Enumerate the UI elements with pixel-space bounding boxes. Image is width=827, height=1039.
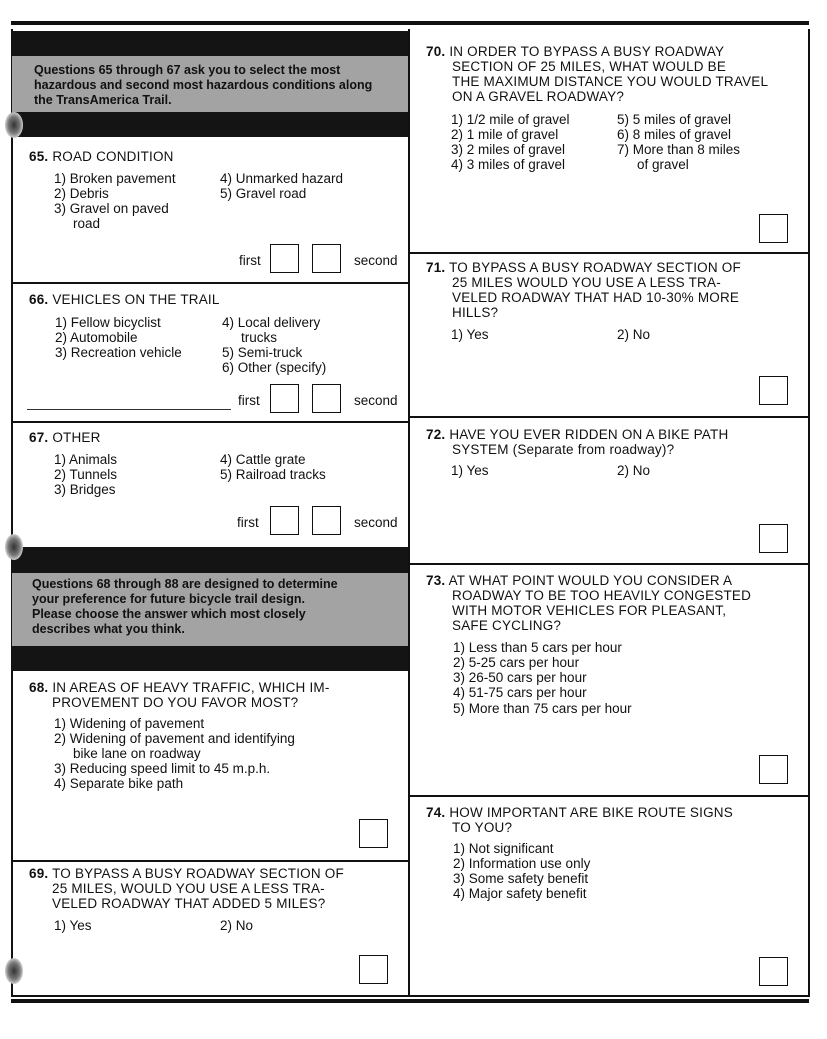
q70-title-line-2: SECTION OF 25 MILES, WHAT WOULD BE — [452, 59, 727, 74]
q65-title-text: ROAD CONDITION — [52, 149, 174, 164]
q70-title-line-3: THE MAXIMUM DISTANCE YOU WOULD TRAVEL — [452, 74, 769, 89]
q66-number: 66. — [29, 292, 49, 307]
q67-option-3: 3) Bridges — [54, 482, 116, 497]
q68-answer-box[interactable] — [359, 819, 388, 848]
q72-title — [426, 427, 728, 442]
divider-70-71 — [408, 252, 809, 254]
q65-option-4: 4) Unmarked hazard — [220, 171, 344, 186]
q66-title-text: VEHICLES ON THE TRAIL — [52, 292, 220, 307]
q65-option-5: 5) Gravel road — [220, 186, 307, 201]
q69-option-2: 2) No — [220, 918, 254, 933]
q67-option-1: 1) Animals — [54, 452, 118, 467]
q73-option-3: 3) 26-50 cars per hour — [453, 670, 587, 685]
q70-title — [426, 44, 724, 59]
q72-number: 72. — [426, 427, 446, 442]
q66-option-6: 6) Other (specify) — [222, 360, 327, 375]
black-band-bottom-2 — [12, 646, 408, 671]
q73-option-1: 1) Less than 5 cars per hour — [453, 640, 622, 655]
q73-option-2: 2) 5-25 cars per hour — [453, 655, 580, 670]
left-border — [11, 29, 13, 997]
center-divider — [408, 29, 410, 997]
q74-option-3: 3) Some safety benefit — [453, 871, 589, 886]
q68-option-2-cont: bike lane on roadway — [73, 746, 201, 761]
q74-answer-box[interactable] — [759, 957, 788, 986]
q73-option-4: 4) 51-75 cars per hour — [453, 685, 587, 700]
q69-number: 69. — [29, 866, 49, 881]
intro-box-68-88 — [12, 573, 408, 646]
q73-answer-box[interactable] — [759, 755, 788, 784]
q73-number: 73. — [426, 573, 446, 588]
q65-first-label: first — [239, 253, 261, 268]
q66-option-4-cont: trucks — [241, 330, 278, 345]
q71-answer-box[interactable] — [759, 376, 788, 405]
q71-option-1: 1) Yes — [451, 327, 489, 342]
divider-72-73 — [408, 563, 809, 565]
q67-option-5: 5) Railroad tracks — [220, 467, 326, 482]
q71-title-line-2: 25 MILES WOULD YOU USE A LESS TRA- — [452, 275, 721, 290]
right-bottom-line — [408, 995, 809, 997]
q70-option-1: 1) 1/2 mile of gravel — [451, 112, 570, 127]
q71-title-line-3: VELED ROADWAY THAT HAD 10-30% MORE — [452, 290, 740, 305]
q70-option-3: 3) 2 miles of gravel — [451, 142, 566, 157]
q68-title — [29, 680, 330, 695]
q67-option-4: 4) Cattle grate — [220, 452, 306, 467]
q69-title-line-3: VELED ROADWAY THAT ADDED 5 MILES? — [52, 896, 326, 911]
q74-option-4: 4) Major safety benefit — [453, 886, 587, 901]
q71-title-line-4: HILLS? — [452, 305, 499, 320]
q68-option-2: 2) Widening of pavement and identifying — [54, 731, 295, 746]
left-bottom-line — [11, 995, 409, 997]
q69-title-line-1: TO BYPASS A BUSY ROADWAY SECTION OF — [52, 866, 344, 881]
q66-option-1: 1) Fellow bicyclist — [55, 315, 161, 330]
q69-title — [29, 866, 344, 881]
q66-specify-line[interactable] — [27, 409, 231, 410]
black-band-top-1 — [12, 31, 408, 56]
q67-first-label: first — [237, 515, 259, 530]
q70-title-line-1: IN ORDER TO BYPASS A BUSY ROADWAY — [449, 44, 725, 59]
q65-first-box[interactable] — [270, 244, 299, 273]
intro-text-68-88: Questions 68 through 88 are designed to determine your preference for future bicycle trail design. Please choose the answer which most closely describes what you think. — [32, 577, 338, 636]
q66-option-4: 4) Local delivery — [222, 315, 321, 330]
q69-option-1: 1) Yes — [54, 918, 92, 933]
q66-option-5: 5) Semi-truck — [222, 345, 303, 360]
divider-65-66 — [11, 282, 409, 284]
q67-option-2: 2) Tunnels — [54, 467, 118, 482]
q67-second-label: second — [354, 515, 398, 530]
q72-title-line-2: SYSTEM (Separate from roadway)? — [452, 442, 675, 457]
q65-option-1: 1) Broken pavement — [54, 171, 176, 186]
q73-title-line-3: WITH MOTOR VEHICLES FOR PLEASANT, — [452, 603, 727, 618]
q68-option-3: 3) Reducing speed limit to 45 m.p.h. — [54, 761, 271, 776]
q67-title — [29, 430, 101, 445]
q66-second-box[interactable] — [312, 384, 341, 413]
q66-option-3: 3) Recreation vehicle — [55, 345, 182, 360]
q67-first-box[interactable] — [270, 506, 299, 535]
q70-option-7: 7) More than 8 miles — [617, 142, 741, 157]
q65-option-3: 3) Gravel on paved — [54, 201, 169, 216]
q74-number: 74. — [426, 805, 446, 820]
q65-option-3-cont: road — [73, 216, 101, 231]
q66-second-label: second — [354, 393, 398, 408]
q68-option-1: 1) Widening of pavement — [54, 716, 205, 731]
q74-title — [426, 805, 733, 820]
q71-option-2: 2) No — [617, 327, 651, 342]
q73-title-line-4: SAFE CYCLING? — [452, 618, 562, 633]
q65-second-box[interactable] — [312, 244, 341, 273]
q74-title-line-2: TO YOU? — [452, 820, 513, 835]
q72-option-2: 2) No — [617, 463, 651, 478]
q66-first-box[interactable] — [270, 384, 299, 413]
q73-title — [426, 573, 732, 588]
q67-second-box[interactable] — [312, 506, 341, 535]
right-border — [808, 29, 810, 997]
q74-title-line-1: HOW IMPORTANT ARE BIKE ROUTE SIGNS — [449, 805, 733, 820]
black-band-top-2 — [12, 547, 408, 573]
q65-second-label: second — [354, 253, 398, 268]
q68-option-4: 4) Separate bike path — [54, 776, 184, 791]
q73-option-5: 5) More than 75 cars per hour — [453, 701, 632, 716]
q71-title — [426, 260, 741, 275]
q66-title — [29, 292, 220, 307]
q70-number: 70. — [426, 44, 446, 59]
q67-number: 67. — [29, 430, 49, 445]
q69-answer-box[interactable] — [359, 955, 388, 984]
divider-68-69 — [11, 860, 409, 862]
q65-title — [29, 149, 174, 164]
q68-title-line-1: IN AREAS OF HEAVY TRAFFIC, WHICH IM- — [52, 680, 330, 695]
q70-option-6: 6) 8 miles of gravel — [617, 127, 732, 142]
intro-box-65-67 — [12, 56, 408, 112]
intro-text-65-67: Questions 65 through 67 ask you to select the most hazardous and second most hazardous conditions along the TransAmerica Trail. — [34, 63, 373, 107]
q73-title-line-1: AT WHAT POINT WOULD YOU CONSIDER A — [448, 573, 733, 588]
divider-66-67 — [11, 421, 409, 423]
q70-option-4: 4) 3 miles of gravel — [451, 157, 566, 172]
divider-73-74 — [408, 795, 809, 797]
q73-title-line-2: ROADWAY TO BE TOO HEAVILY CONGESTED — [452, 588, 752, 603]
q70-answer-box[interactable] — [759, 214, 788, 243]
binder-hole-bottom — [5, 958, 23, 984]
q70-option-2: 2) 1 mile of gravel — [451, 127, 559, 142]
q71-title-line-1: TO BYPASS A BUSY ROADWAY SECTION OF — [449, 260, 741, 275]
divider-71-72 — [408, 416, 809, 418]
q69-title-line-2: 25 MILES, WOULD YOU USE A LESS TRA- — [52, 881, 325, 896]
q67-title-text: OTHER — [52, 430, 101, 445]
q70-title-line-4: ON A GRAVEL ROADWAY? — [452, 89, 625, 104]
q70-option-5: 5) 5 miles of gravel — [617, 112, 732, 127]
q72-option-1: 1) Yes — [451, 463, 489, 478]
q68-title-line-2: PROVEMENT DO YOU FAVOR MOST? — [52, 695, 299, 710]
q68-number: 68. — [29, 680, 49, 695]
q66-option-2: 2) Automobile — [55, 330, 138, 345]
black-band-bottom-1 — [12, 112, 408, 137]
q65-number: 65. — [29, 149, 49, 164]
binder-hole-top — [5, 112, 23, 138]
q70-option-7-cont: of gravel — [637, 157, 689, 172]
q74-option-1: 1) Not significant — [453, 841, 554, 856]
q74-option-2: 2) Information use only — [453, 856, 591, 871]
q71-number: 71. — [426, 260, 446, 275]
q65-option-2: 2) Debris — [54, 186, 109, 201]
bottom-rule — [11, 999, 809, 1003]
binder-hole-middle — [5, 534, 23, 560]
q72-answer-box[interactable] — [759, 524, 788, 553]
q66-first-label: first — [238, 393, 260, 408]
q72-title-line-1: HAVE YOU EVER RIDDEN ON A BIKE PATH — [449, 427, 729, 442]
top-rule — [11, 21, 809, 25]
